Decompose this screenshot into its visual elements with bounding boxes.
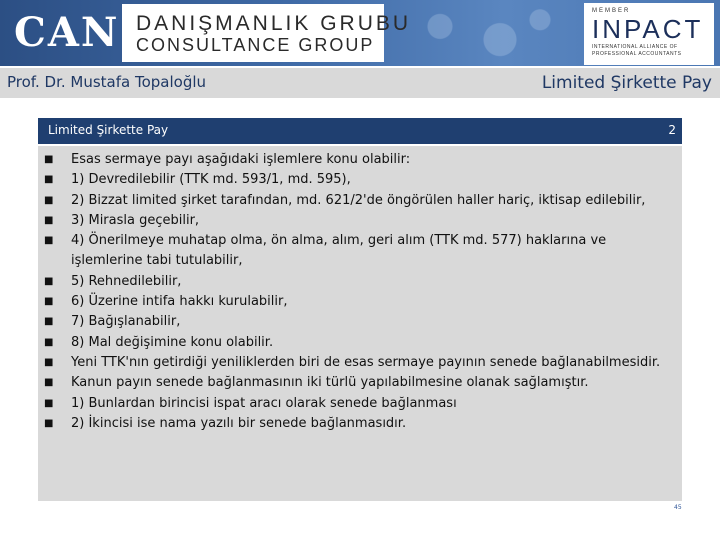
header-banner bbox=[0, 0, 720, 66]
inpact-member-label: MEMBER bbox=[592, 8, 631, 14]
square-bullet-icon: ■ bbox=[44, 316, 54, 328]
consultancy-group-logo bbox=[122, 4, 412, 62]
list-item: ■ 8) Mal değişimine konu olabilir. bbox=[38, 333, 678, 353]
square-bullet-icon: ■ bbox=[44, 356, 54, 368]
square-bullet-icon: ■ bbox=[44, 417, 54, 429]
inpact-subtitle bbox=[592, 44, 712, 58]
square-bullet-icon: ■ bbox=[44, 296, 54, 308]
square-bullet-icon: ■ bbox=[44, 154, 54, 165]
inpact-name: INPACT bbox=[592, 14, 704, 44]
list-item: ■ 6) Üzerine intifa hakkı kurulabilir, bbox=[38, 292, 678, 312]
panel-number: 2 bbox=[668, 123, 676, 137]
inpact-subtitle-line-1: INTERNATIONAL ALLIANCE OF bbox=[592, 44, 678, 50]
list-item: ■ 7) Bağışlanabilir, bbox=[38, 312, 678, 332]
list-item: ■ 3) Mirasla geçebilir, bbox=[38, 211, 678, 231]
square-bullet-icon: ■ bbox=[44, 194, 54, 206]
list-item: ■ 5) Rehnedilebilir, bbox=[38, 272, 678, 292]
list-item: ■ Esas sermaye payı aşağıdaki işlemlere konu olabilir: bbox=[38, 150, 678, 170]
square-bullet-icon: ■ bbox=[44, 235, 54, 247]
group-line-2: CONSULTANCE GROUP bbox=[136, 35, 375, 55]
panel-title: Limited Şirkette Pay bbox=[48, 123, 169, 137]
square-bullet-icon: ■ bbox=[44, 174, 54, 186]
panel-header bbox=[38, 118, 682, 144]
list-item: ■ 2) İkincisi ise nama yazılı bir senede bağlanmasıdır. bbox=[38, 414, 678, 434]
group-line-1: DANIŞMANLIK GRUBU bbox=[136, 12, 412, 35]
author-name: Prof. Dr. Mustafa Topaloğlu bbox=[7, 73, 207, 91]
bullet-list bbox=[38, 150, 678, 434]
list-item: ■ 2) Bizzat limited şirket tarafından, md. 621/2'de öngörülen haller hariç, iktisap edilebilir, bbox=[38, 191, 678, 211]
square-bullet-icon: ■ bbox=[44, 336, 54, 348]
list-item: ■ 1) Bunlardan birincisi ispat aracı olarak senede bağlanması bbox=[38, 394, 678, 414]
inpact-subtitle-line-2: PROFESSIONAL ACCOUNTANTS bbox=[592, 51, 682, 57]
list-item: ■ Yeni TTK'nın getirdiği yeniliklerden biri de esas sermaye payının senede bağlanabilmesidir. bbox=[38, 353, 678, 373]
page-number: 45 bbox=[674, 504, 682, 511]
can-logo: CAN bbox=[14, 9, 120, 56]
square-bullet-icon: ■ bbox=[44, 397, 54, 409]
list-item: ■ Kanun payın senede bağlanmasının iki türlü yapılabilmesine olanak sağlamıştır. bbox=[38, 373, 678, 393]
slide-topic: Limited Şirkette Pay bbox=[541, 73, 712, 93]
square-bullet-icon: ■ bbox=[44, 214, 54, 226]
square-bullet-icon: ■ bbox=[44, 275, 54, 287]
inpact-logo bbox=[584, 3, 714, 65]
square-bullet-icon: ■ bbox=[44, 377, 54, 389]
list-item: ■ 1) Devredilebilir (TTK md. 593/1, md. 595), bbox=[38, 170, 678, 190]
list-item: ■ 4) Önerilmeye muhatap olma, ön alma, alım, geri alım (TTK md. 577) haklarına ve işlemlerine tabi tutulabilir, bbox=[44, 233, 607, 269]
